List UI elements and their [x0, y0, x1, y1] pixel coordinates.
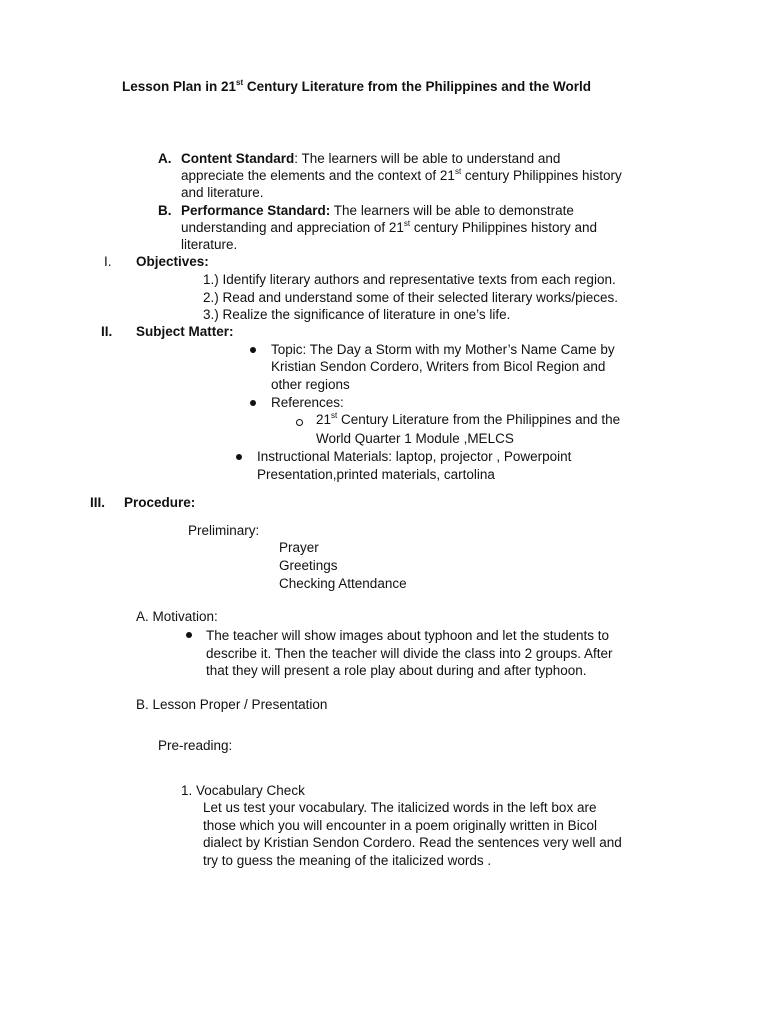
reference-item: World Quarter 1 Module ,MELCS [316, 431, 514, 446]
materials-text: Presentation,printed materials, cartolina [257, 467, 495, 482]
prereading-label: Pre-reading: [158, 738, 233, 753]
hollow-bullet-icon [296, 419, 303, 426]
motivation-heading: A. Motivation: [136, 609, 218, 624]
topic-text: Kristian Sendon Cordero, Writers from Bicol Region and [271, 359, 606, 374]
objective-item: 3.) Realize the significance of literature in one’s life. [203, 307, 511, 322]
page-title: Lesson Plan in 21st Century Literature from the Philippines and the World [122, 78, 591, 94]
section-numeral: II. [101, 324, 113, 339]
reference-item: 21st Century Literature from the Philippines and the [316, 411, 621, 427]
motivation-text: The teacher will show images about typhoon and let the students to [206, 628, 609, 643]
standard-text: Performance Standard: The learners will be able to demonstrate [181, 203, 574, 218]
topic-text: Topic: The Day a Storm with my Mother’s Name Came by [271, 342, 615, 357]
lesson-proper-heading: B. Lesson Proper / Presentation [136, 697, 328, 712]
section-numeral: I. [104, 254, 112, 269]
vocabulary-text: dialect by Kristian Sendon Cordero. Read the sentences very well and [203, 835, 622, 850]
topic-text: other regions [271, 377, 350, 392]
list-marker: B. [158, 203, 172, 218]
preliminary-label: Preliminary: [188, 523, 260, 538]
preliminary-item: Checking Attendance [279, 576, 407, 591]
bullet-icon [236, 454, 242, 460]
list-marker: A. [158, 151, 172, 166]
standard-text: and literature. [181, 185, 264, 200]
objective-item: 2.) Read and understand some of their selected literary works/pieces. [203, 290, 618, 305]
bullet-icon [186, 632, 192, 638]
section-heading: Objectives: [136, 254, 209, 269]
vocabulary-text: those which you will encounter in a poem originally written in Bicol [203, 818, 597, 833]
vocabulary-text: Let us test your vocabulary. The italicized words in the left box are [203, 800, 597, 815]
bullet-icon [250, 400, 256, 406]
preliminary-item: Prayer [279, 540, 319, 555]
objective-item: 1.) Identify literary authors and representative texts from each region. [203, 272, 616, 287]
standard-text: understanding and appreciation of 21st century Philippines history and [181, 219, 598, 235]
motivation-text: describe it. Then the teacher will divide the class into 2 groups. After [206, 646, 613, 661]
bullet-icon [250, 347, 256, 353]
vocabulary-text: try to guess the meaning of the italicized words . [203, 853, 492, 868]
section-heading: Procedure: [124, 495, 196, 510]
section-numeral: III. [90, 495, 106, 510]
preliminary-item: Greetings [279, 558, 338, 573]
motivation-text: that they will present a role play about during and after typhoon. [206, 663, 587, 678]
references-label: References: [271, 395, 344, 410]
section-heading: Subject Matter: [136, 324, 234, 339]
standard-text: literature. [181, 237, 238, 252]
standard-text: Content Standard: The learners will be able to understand and [181, 151, 561, 166]
materials-text: Instructional Materials: laptop, projector , Powerpoint [257, 449, 572, 464]
standard-text: appreciate the elements and the context of 21st century Philippines history [181, 167, 622, 183]
vocabulary-heading: 1. Vocabulary Check [181, 783, 305, 798]
